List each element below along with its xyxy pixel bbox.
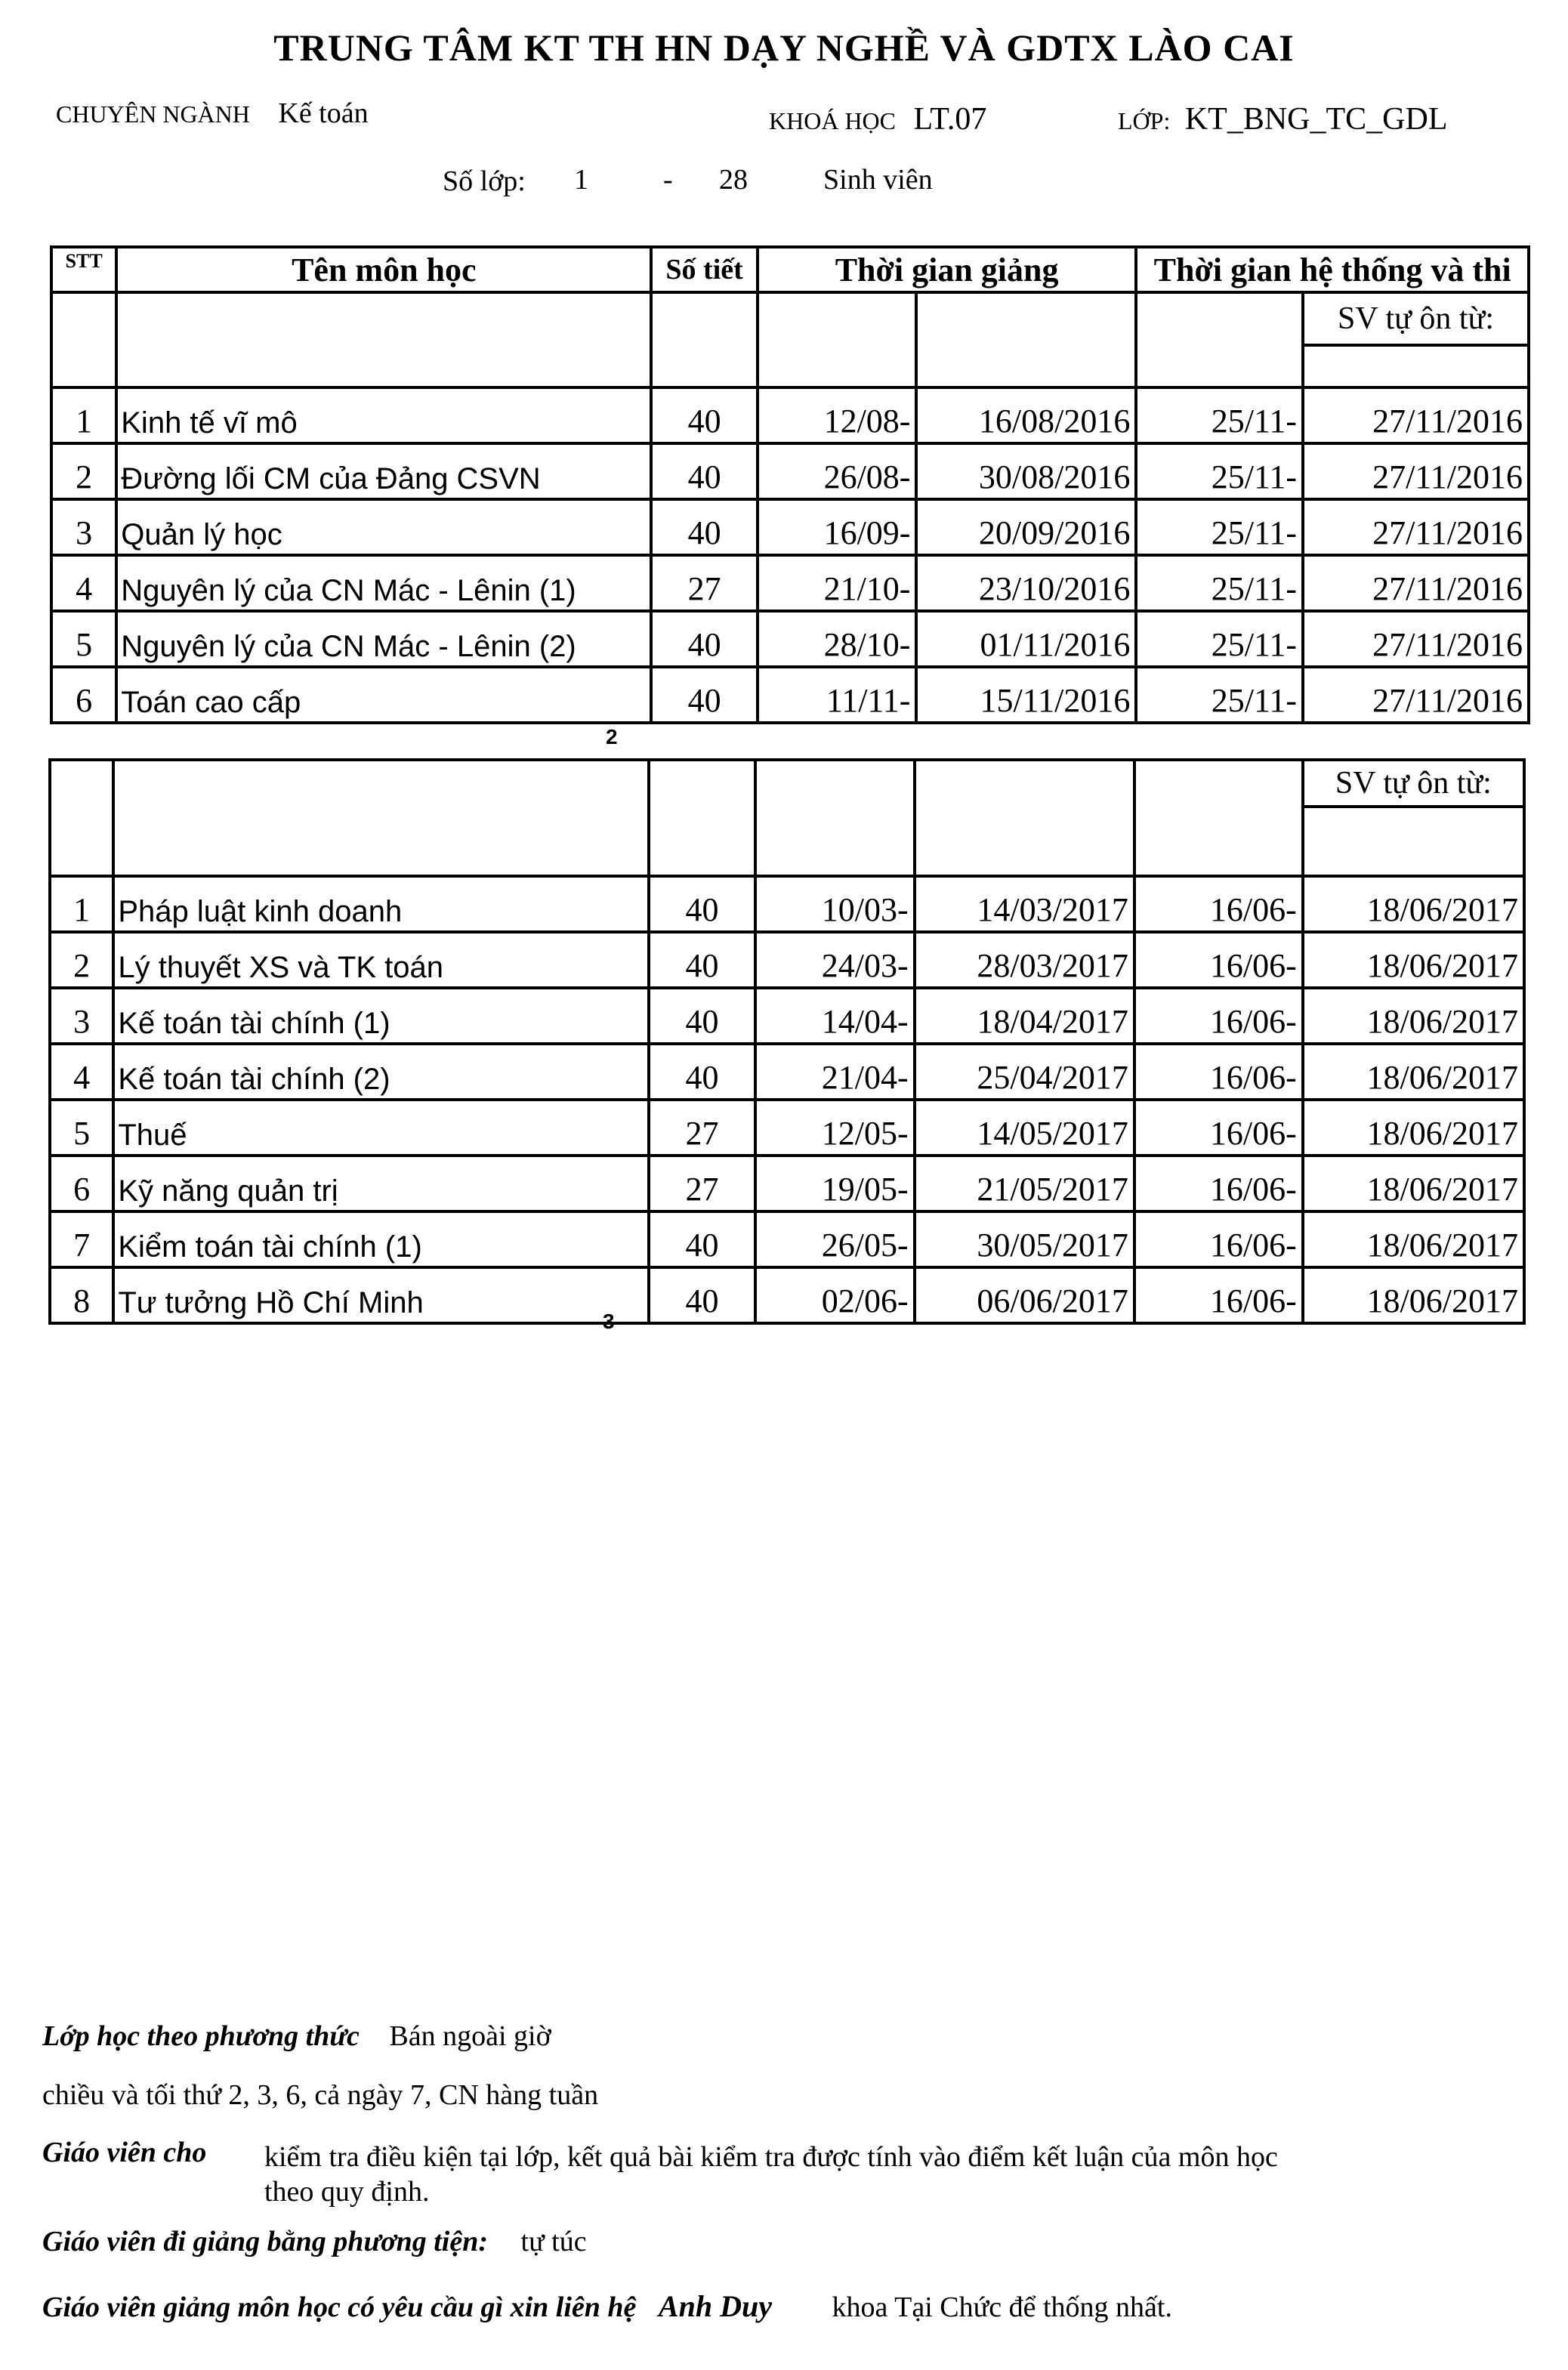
table-row — [50, 1100, 1524, 1156]
teaching-start: 26/08- — [758, 443, 917, 499]
table-row — [51, 667, 1529, 723]
table-row — [50, 876, 1524, 932]
row-hours: 27 — [649, 1100, 755, 1156]
row-stt: 1 — [51, 387, 116, 443]
class-label: LỚP: — [1118, 107, 1171, 134]
review-start: 16/06- — [1134, 1267, 1303, 1323]
teaching-start: 26/05- — [755, 1211, 915, 1267]
row-hours: 40 — [651, 611, 757, 667]
review-end: 27/11/2016 — [1303, 387, 1529, 443]
row-hours: 40 — [649, 1211, 755, 1267]
teaching-end: 06/06/2017 — [915, 1267, 1134, 1323]
row-stt: 4 — [50, 1044, 113, 1100]
course-line — [769, 101, 986, 137]
table-row — [50, 1211, 1524, 1267]
row-hours: 40 — [651, 443, 757, 499]
table-row — [50, 988, 1524, 1044]
table-row — [51, 611, 1529, 667]
review-end: 18/06/2017 — [1303, 932, 1524, 988]
transport-label: Giáo viên đi giảng bằng phương tiện: — [42, 2226, 489, 2257]
table-row — [51, 387, 1529, 443]
table-row — [50, 1044, 1524, 1100]
col-name-header: Tên môn học — [116, 247, 651, 292]
col-stt-header: STT — [51, 247, 116, 292]
teaching-start: 21/10- — [758, 555, 917, 611]
review-end: 18/06/2017 — [1303, 1156, 1524, 1211]
subject-name: Toán cao cấp — [116, 667, 651, 723]
row-stt: 4 — [51, 555, 116, 611]
subject-name: Kỹ năng quản trị — [113, 1156, 649, 1211]
page-title: TRUNG TÂM KT TH HN DẠY NGHỀ VÀ GDTX LÀO CAI — [273, 26, 1295, 69]
subject-name: Quản lý học — [116, 499, 651, 555]
teacher-check-text-1: kiểm tra điều kiện tại lớp, kết quả bài kiểm tra được tính vào điểm kết luận của môn học — [264, 2141, 1278, 2173]
col-review-sub-header: SV tự ôn từ: — [1303, 292, 1529, 345]
contact-name: Anh Duy — [658, 2289, 772, 2323]
review-end: 27/11/2016 — [1303, 611, 1529, 667]
col-review-header: Thời gian hệ thống và thi — [1136, 247, 1529, 292]
teaching-start: 02/06- — [755, 1267, 915, 1323]
review-start: 16/06- — [1134, 1044, 1303, 1100]
row-hours: 40 — [651, 667, 757, 723]
row-hours: 27 — [651, 555, 757, 611]
course-value: LT.07 — [913, 102, 987, 137]
teaching-start: 12/08- — [758, 387, 917, 443]
row-hours: 40 — [649, 876, 755, 932]
row-stt: 8 — [50, 1267, 113, 1323]
review-start: 25/11- — [1136, 499, 1303, 555]
subject-name: Pháp luật kinh doanh — [113, 876, 649, 932]
row-hours: 40 — [651, 499, 757, 555]
row-hours: 40 — [651, 387, 757, 443]
review-end: 27/11/2016 — [1303, 443, 1529, 499]
students-count: 28 — [719, 164, 748, 196]
row-stt: 6 — [50, 1156, 113, 1211]
row-stt: 1 — [50, 876, 113, 932]
page-number: 2 — [606, 725, 618, 748]
teaching-start: 24/03- — [755, 932, 915, 988]
teaching-end: 28/03/2017 — [915, 932, 1134, 988]
course-label: KHOÁ HỌC — [769, 107, 896, 134]
subject-name: Đường lối CM của Đảng CSVN — [116, 443, 651, 499]
teaching-end: 16/08/2016 — [916, 387, 1136, 443]
review-end: 27/11/2016 — [1303, 667, 1529, 723]
teaching-end: 14/03/2017 — [915, 876, 1134, 932]
review-start: 16/06- — [1134, 1100, 1303, 1156]
subject-name: Kế toán tài chính (1) — [113, 988, 649, 1044]
teaching-start: 16/09- — [758, 499, 917, 555]
major-label: CHUYÊN NGÀNH — [56, 100, 250, 128]
row-stt: 5 — [50, 1100, 113, 1156]
contact-line — [42, 2288, 1172, 2324]
teaching-start: 21/04- — [755, 1044, 915, 1100]
class-value: KT_BNG_TC_GDL — [1184, 102, 1448, 137]
table-row — [51, 555, 1529, 611]
review-end: 18/06/2017 — [1303, 1100, 1524, 1156]
row-stt: 3 — [51, 499, 116, 555]
subject-name: Kế toán tài chính (2) — [113, 1044, 649, 1100]
teaching-end: 21/05/2017 — [915, 1156, 1134, 1211]
transport-line — [42, 2225, 587, 2258]
review-end: 27/11/2016 — [1303, 555, 1529, 611]
row-stt: 5 — [51, 611, 116, 667]
review-start: 16/06- — [1134, 988, 1303, 1044]
class-line — [1118, 101, 1448, 137]
row-hours: 27 — [649, 1156, 755, 1211]
row-hours: 40 — [649, 1044, 755, 1100]
major-value: Kế toán — [278, 97, 369, 129]
teaching-start: 19/05- — [755, 1156, 915, 1211]
teaching-end: 20/09/2016 — [916, 499, 1136, 555]
review-start: 25/11- — [1136, 555, 1303, 611]
col-review-sub-header-2: SV tự ôn từ: — [1303, 760, 1524, 807]
teaching-end: 18/04/2017 — [915, 988, 1134, 1044]
review-end: 27/11/2016 — [1303, 499, 1529, 555]
subject-name: Lý thuyết XS và TK toán — [113, 932, 649, 988]
table-row — [51, 443, 1529, 499]
teaching-start: 14/04- — [755, 988, 915, 1044]
contact-label: Giáo viên giảng môn học có yêu cầu gì xin liên hệ — [42, 2291, 637, 2323]
teaching-end: 01/11/2016 — [916, 611, 1136, 667]
subject-name: Nguyên lý của CN Mác - Lênin (2) — [116, 611, 651, 667]
review-start: 16/06- — [1134, 876, 1303, 932]
review-end: 18/06/2017 — [1303, 988, 1524, 1044]
study-mode-value: Bán ngoài giờ — [389, 2020, 551, 2052]
transport-value: tự túc — [520, 2226, 587, 2257]
table-row — [50, 932, 1524, 988]
table-row — [51, 499, 1529, 555]
schedule-table-2 — [48, 758, 1526, 1325]
teaching-start: 10/03- — [755, 876, 915, 932]
teacher-check-text-2: theo quy định. — [264, 2176, 430, 2208]
study-mode-label: Lớp học theo phương thức — [42, 2020, 360, 2052]
students-label: Sinh viên — [823, 164, 933, 196]
teaching-end: 23/10/2016 — [916, 555, 1136, 611]
row-hours: 40 — [649, 988, 755, 1044]
contact-rest: khoa Tại Chức để thống nhất. — [832, 2291, 1172, 2323]
col-hours-header: Số tiết — [651, 247, 757, 292]
count-dash: - — [663, 164, 673, 196]
teaching-start: 11/11- — [758, 667, 917, 723]
major-line — [56, 97, 369, 130]
row-hours: 40 — [649, 932, 755, 988]
teaching-end: 30/05/2017 — [915, 1211, 1134, 1267]
subject-name: Tư tưởng Hồ Chí Minh — [113, 1267, 649, 1323]
teaching-end: 30/08/2016 — [916, 443, 1136, 499]
review-start: 25/11- — [1136, 611, 1303, 667]
table-row — [50, 1156, 1524, 1211]
count-label: Số lớp: — [443, 165, 526, 197]
row-stt: 6 — [51, 667, 116, 723]
teaching-start: 12/05- — [755, 1100, 915, 1156]
col-teaching-header: Thời gian giảng — [758, 247, 1137, 292]
teaching-start: 28/10- — [758, 611, 917, 667]
review-end: 18/06/2017 — [1303, 1267, 1524, 1323]
review-end: 18/06/2017 — [1303, 876, 1524, 932]
row-stt: 2 — [51, 443, 116, 499]
review-end: 18/06/2017 — [1303, 1044, 1524, 1100]
review-start: 16/06- — [1134, 1156, 1303, 1211]
subject-name: Thuế — [113, 1100, 649, 1156]
schedule-table-1 — [50, 245, 1530, 724]
review-start: 16/06- — [1134, 932, 1303, 988]
subject-name: Kiểm toán tài chính (1) — [113, 1211, 649, 1267]
review-start: 25/11- — [1136, 443, 1303, 499]
teaching-end: 25/04/2017 — [915, 1044, 1134, 1100]
count-value: 1 — [574, 164, 588, 196]
subject-name: Kinh tế vĩ mô — [116, 387, 651, 443]
teaching-end: 14/05/2017 — [915, 1100, 1134, 1156]
review-start: 25/11- — [1136, 387, 1303, 443]
row-stt: 7 — [50, 1211, 113, 1267]
review-start: 16/06- — [1134, 1211, 1303, 1267]
study-mode-line — [42, 2020, 551, 2053]
row-stt: 3 — [50, 988, 113, 1044]
schedule-text: chiều và tối thứ 2, 3, 6, cả ngày 7, CN hàng tuần — [42, 2079, 599, 2111]
review-start: 25/11- — [1136, 667, 1303, 723]
row-hours: 40 — [649, 1267, 755, 1323]
teaching-end: 15/11/2016 — [916, 667, 1136, 723]
page-number-2: 3 — [603, 1310, 615, 1333]
table-row — [50, 1267, 1524, 1323]
row-stt: 2 — [50, 932, 113, 988]
subject-name: Nguyên lý của CN Mác - Lênin (1) — [116, 555, 651, 611]
review-end: 18/06/2017 — [1303, 1211, 1524, 1267]
teacher-check-label: Giáo viên cho — [42, 2137, 207, 2168]
